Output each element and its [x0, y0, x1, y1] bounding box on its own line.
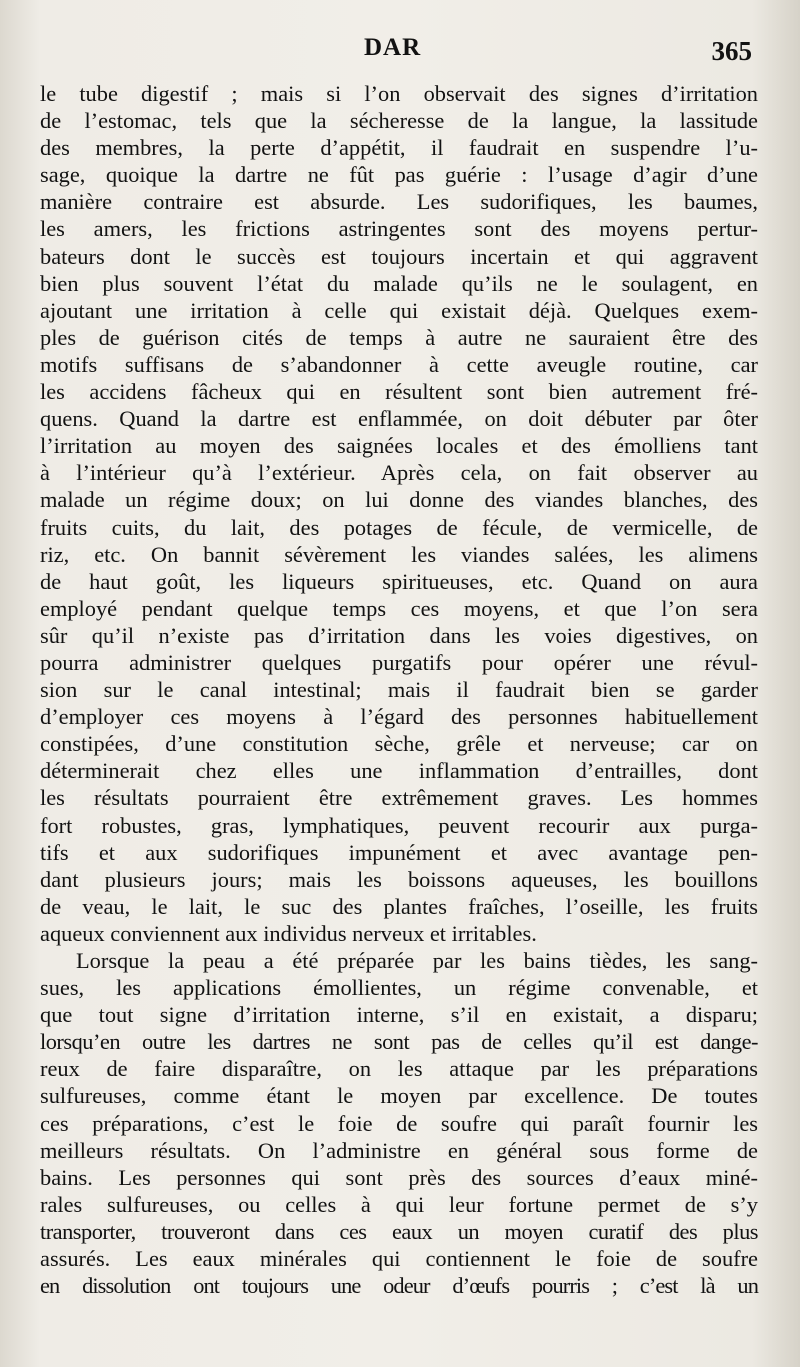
- text-line: ples de guérison cités de temps à autre ne sauraient être des: [40, 324, 758, 350]
- text-line: reux de faire disparaître, on les attaque par les préparations: [40, 1056, 758, 1082]
- text-line: pourra administrer quelques purgatifs pour opérer une révul-: [40, 649, 758, 675]
- text-line: les amers, les frictions astringentes sont des moyens pertur-: [40, 216, 758, 242]
- text-line: à l’intérieur qu’à l’extérieur. Après cela, on fait observer au: [40, 460, 758, 486]
- text-line: que tout signe d’irritation interne, s’il en existait, a disparu;: [40, 1002, 758, 1028]
- text-line: les résultats pourraient être extrêmement graves. Les hommes: [40, 785, 758, 811]
- text-line: de l’estomac, tels que la sécheresse de la langue, la lassitude: [40, 108, 758, 134]
- text-line: assurés. Les eaux minérales qui contiennent le foie de soufre: [40, 1246, 758, 1272]
- text-line: sage, quoique la dartre ne fût pas guérie : l’usage d’agir d’une: [40, 162, 758, 188]
- text-line: ajoutant une irritation à celle qui existait déjà. Quelques exem-: [40, 297, 758, 323]
- text-line: motifs suffisans de s’abandonner à cette aveugle routine, car: [40, 351, 758, 377]
- text-line: bateurs dont le succès est toujours incertain et qui aggravent: [40, 243, 758, 269]
- text-line: transporter, trouveront dans ces eaux un moyen curatif des plus: [40, 1218, 758, 1244]
- text-line: constipées, d’une constitution sèche, grêle et nerveuse; car on: [40, 731, 758, 757]
- text-line: en dissolution ont toujours une odeur d’œufs pourris ; c’est là un: [40, 1273, 758, 1299]
- text-line: d’employer ces moyens à l’égard des personnes habituellement: [40, 704, 758, 730]
- text-line: déterminerait chez elles une inflammation d’entrailles, dont: [40, 758, 758, 784]
- text-line: l’irritation au moyen des saignées locales et des émolliens tant: [40, 433, 758, 459]
- text-line: fruits cuits, du lait, des potages de fécule, de vermicelle, de: [40, 514, 758, 540]
- text-line: bains. Les personnes qui sont près des sources d’eaux miné-: [40, 1164, 758, 1190]
- text-line: quens. Quand la dartre est enflammée, on doit débuter par ôter: [40, 406, 758, 432]
- text-line: lorsqu’en outre les dartres ne sont pas de celles qu’il est dange-: [40, 1029, 758, 1055]
- text-line: aqueux conviennent aux individus nerveux et irritables.: [40, 920, 537, 946]
- text-line: sues, les applications émollientes, un régime convenable, et: [40, 975, 758, 1001]
- body-text: [40, 80, 758, 1299]
- text-line: le tube digestif ; mais si l’on observait des signes d’irritation: [40, 81, 758, 106]
- text-line: Lorsque la peau a été préparée par les bains tièdes, les sang-: [76, 948, 758, 973]
- text-line: fort robustes, gras, lymphatiques, peuvent recourir aux purga-: [40, 812, 758, 838]
- text-line: sion sur le canal intestinal; mais il faudrait bien se garder: [40, 677, 758, 703]
- text-line: bien plus souvent l’état du malade qu’ils ne le soulagent, en: [40, 270, 758, 296]
- text-line: rales sulfureuses, ou celles à qui leur fortune permet de s’y: [40, 1191, 758, 1217]
- text-line: manière contraire est absurde. Les sudorifiques, les baumes,: [40, 189, 758, 215]
- text-line: meilleurs résultats. On l’administre en général sous forme de: [40, 1137, 758, 1163]
- text-line: sûr qu’il n’existe pas d’irritation dans les voies digestives, on: [40, 622, 758, 648]
- text-line: de veau, le lait, le suc des plantes fraîches, l’oseille, les fruits: [40, 893, 758, 919]
- page-number: 365: [711, 36, 752, 66]
- text-line: les accidens fâcheux qui en résultent sont bien autrement fré-: [40, 379, 758, 405]
- text-line: des membres, la perte d’appétit, il faudrait en suspendre l’u-: [40, 135, 758, 161]
- text-line: ces préparations, c’est le foie de soufre qui paraît fournir les: [40, 1110, 758, 1136]
- page-header: [0, 34, 800, 74]
- text-line: sulfureuses, comme étant le moyen par excellence. De toutes: [40, 1083, 758, 1109]
- text-line: malade un régime doux; on lui donne des viandes blanches, des: [40, 487, 758, 513]
- running-head: DAR: [364, 34, 422, 61]
- text-line: employé pendant quelque temps ces moyens, et que l’on sera: [40, 595, 758, 621]
- text-line: riz, etc. On bannit sévèrement les viandes salées, les alimens: [40, 541, 758, 567]
- text-line: dant plusieurs jours; mais les boissons aqueuses, les bouillons: [40, 866, 758, 892]
- text-line: tifs et aux sudorifiques impunément et avec avantage pen-: [40, 839, 758, 865]
- text-line: de haut goût, les liqueurs spiritueuses, etc. Quand on aura: [40, 568, 758, 594]
